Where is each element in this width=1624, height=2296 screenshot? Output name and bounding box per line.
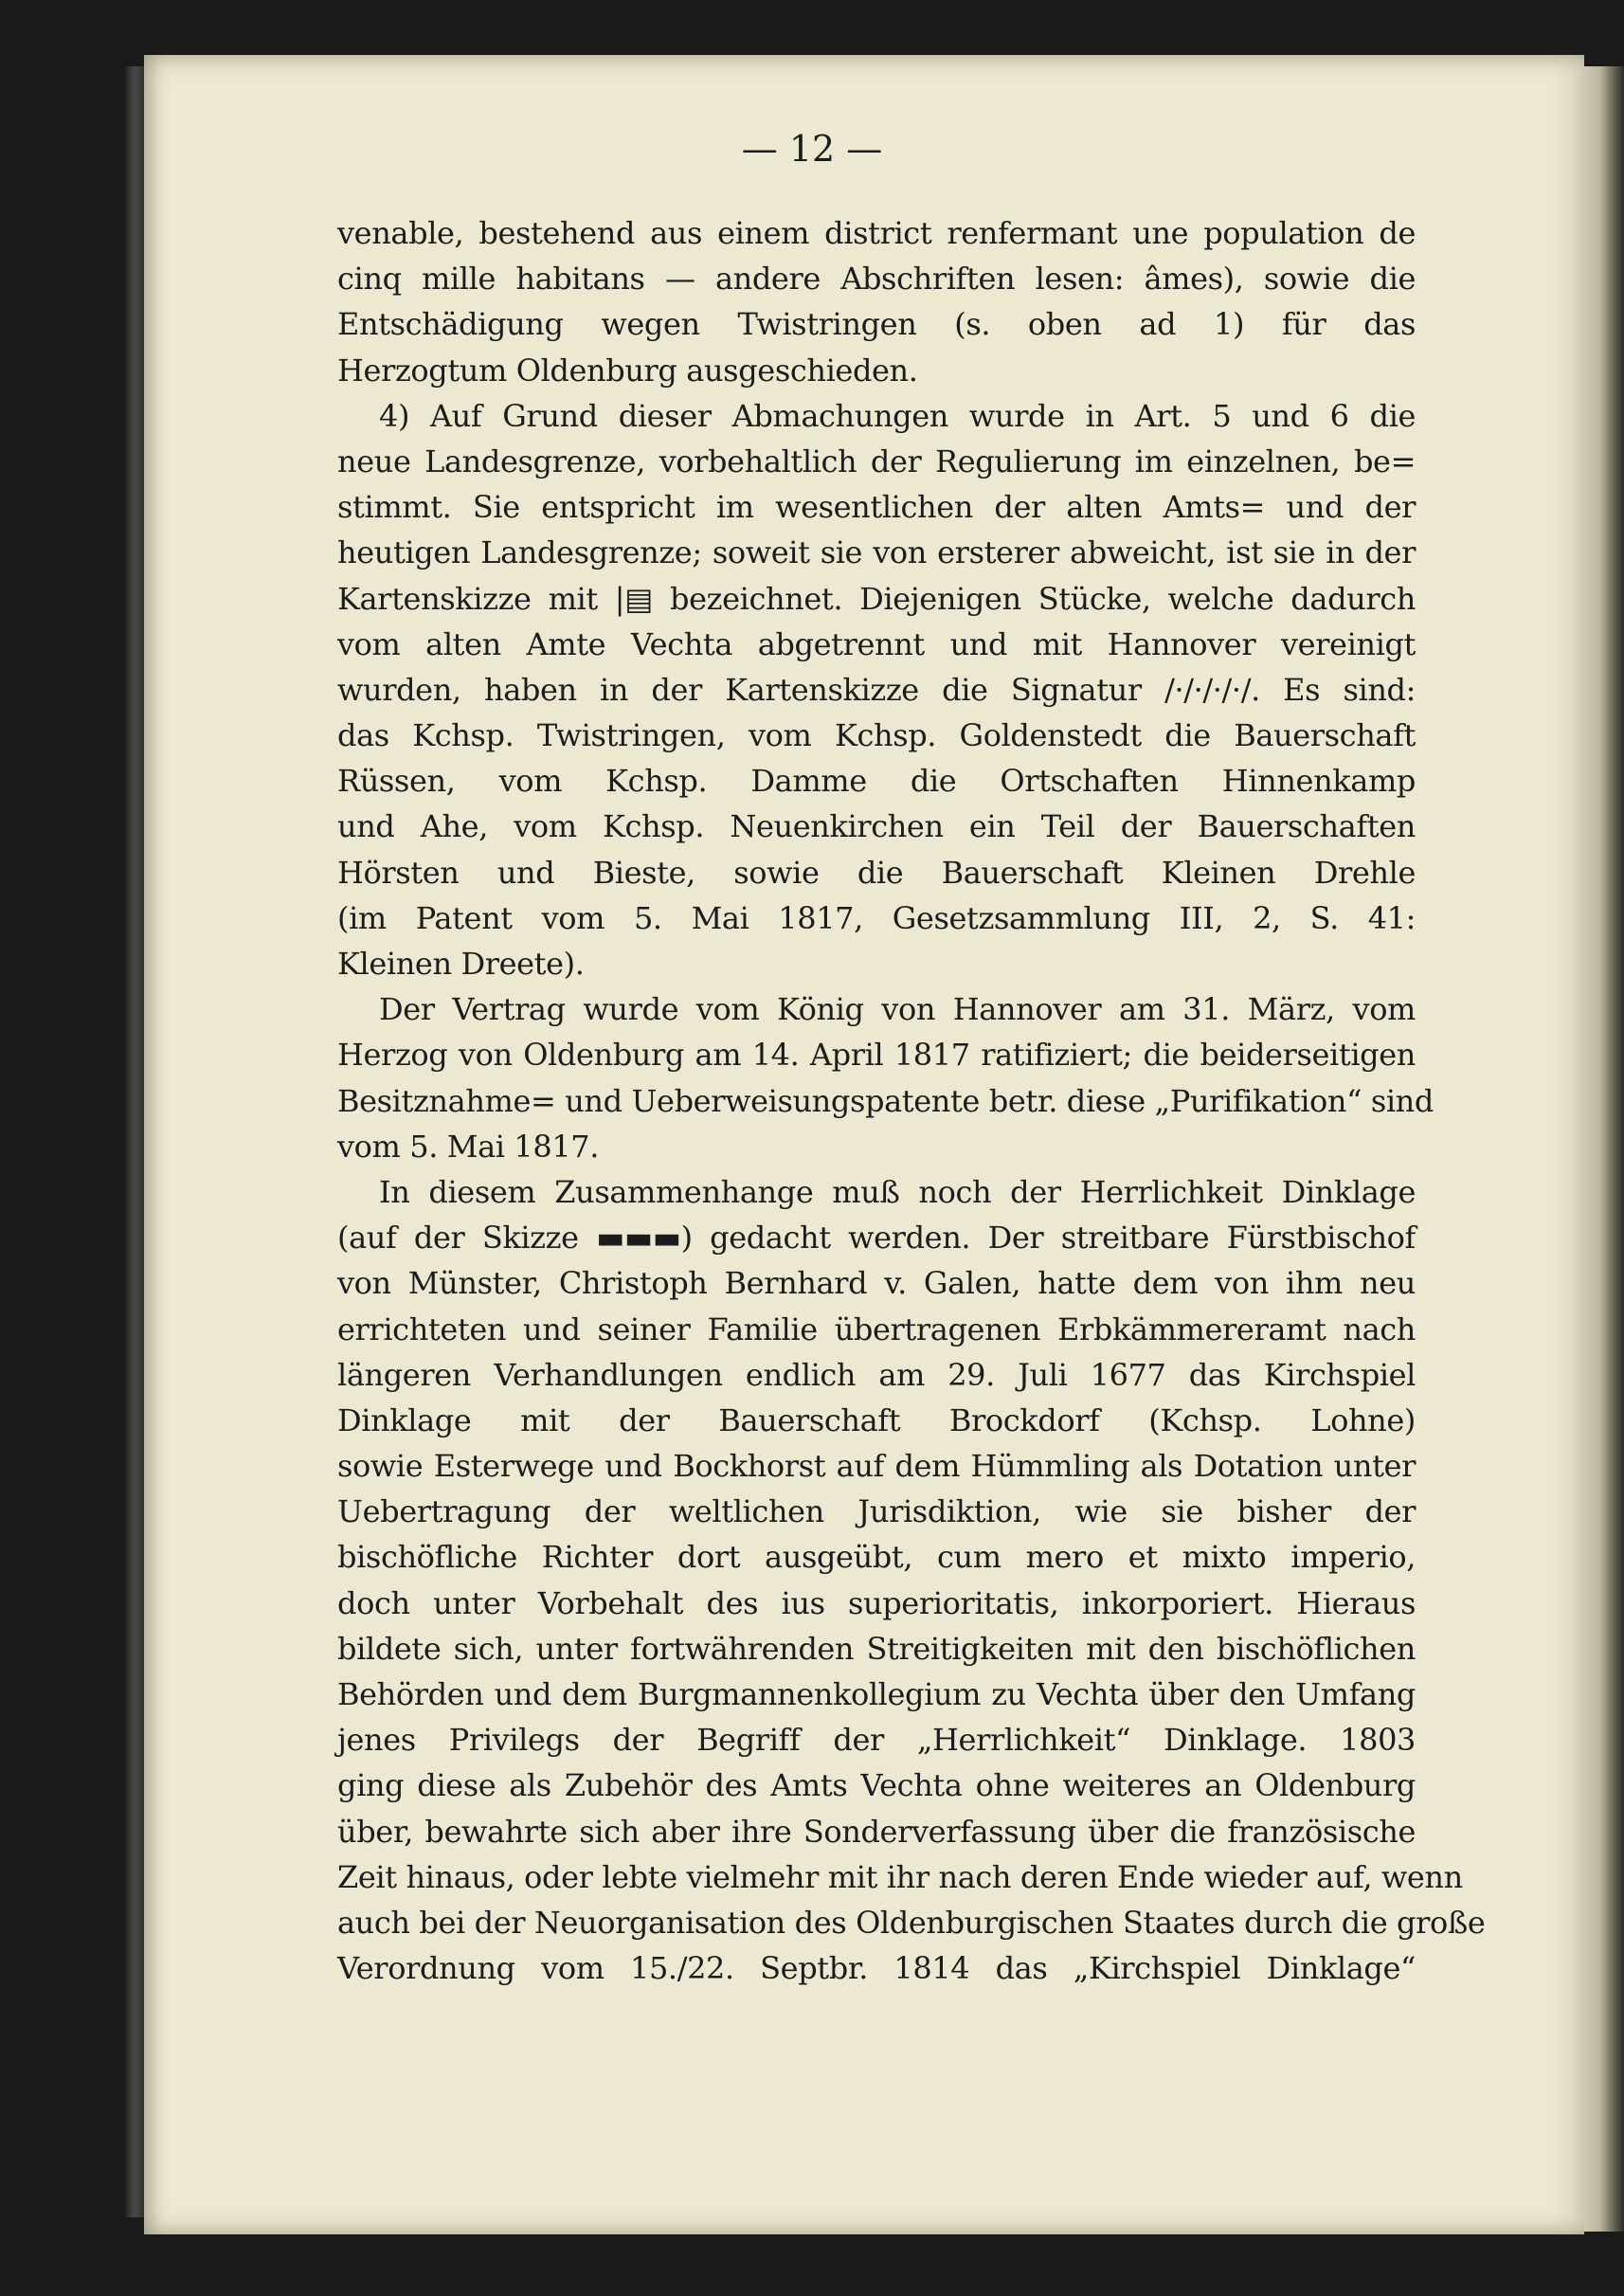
text-line: das Kchsp. Twistringen, vom Kchsp. Goldenstedt die Bauerschaft	[337, 717, 1416, 754]
text-line: und Ahe, vom Kchsp. Neuenkirchen ein Teil der Bauerschaften	[337, 808, 1416, 845]
text-line: Dinklage mit der Bauerschaft Brockdorf (Kchsp. Lohne)	[337, 1401, 1416, 1438]
text-line: Besitznahme= und Ueberweisungspatente betr. diese „Purifikation“ sind	[337, 1082, 1434, 1119]
text-line: Kartenskizze mit |▤ bezeichnet. Diejenigen Stücke, welche dadurch	[337, 580, 1416, 617]
text-line: Herzog von Oldenburg am 14. April 1817 ratifiziert; die beiderseitigen	[337, 1037, 1416, 1074]
text-line: vom alten Amte Vechta abgetrennt und mit Hannover vereinigt	[337, 625, 1416, 662]
text-line: Kleinen Dreete).	[337, 946, 585, 982]
text-line: Behörden und dem Burgmannenkollegium zu Vechta über den Umfang	[337, 1676, 1416, 1712]
text-line: über, bewahrte sich aber ihre Sonderverfassung über die französische	[337, 1813, 1416, 1850]
facing-page-edge	[1584, 66, 1624, 2232]
text-line: Verordnung vom 15./22. Septbr. 1814 das „Kirchspiel Dinklage“	[337, 1950, 1416, 1987]
text-line: (im Patent vom 5. Mai 1817, Gesetzsammlung III, 2, S. 41:	[337, 899, 1416, 936]
text-line: von Münster, Christoph Bernhard v. Galen, hatte dem von ihm neu	[337, 1265, 1416, 1302]
body-text	[337, 210, 1486, 1991]
text-line: 4) Auf Grund dieser Abmachungen wurde in Art. 5 und 6 die	[379, 397, 1416, 434]
text-line: Rüssen, vom Kchsp. Damme die Ortschaften Hinnenkamp	[337, 763, 1416, 800]
text-line: (auf der Skizze ▬▬▬) gedacht werden. Der streitbare Fürstbischof	[337, 1220, 1416, 1256]
text-line: bischöfliche Richter dort ausgeübt, cum mero et mixto imperio,	[337, 1539, 1416, 1576]
text-line: Hörsten und Bieste, sowie die Bauerschaft Kleinen Drehle	[337, 854, 1416, 891]
text-line: venable, bestehend aus einem district renfermant une population de	[337, 215, 1416, 251]
text-line: Zeit hinaus, oder lebte vielmehr mit ihr nach deren Ende wieder auf, wenn	[337, 1858, 1463, 1895]
text-line: auch bei der Neuorganisation des Oldenburgischen Staates durch die große	[337, 1904, 1486, 1941]
page-number: — 12 —	[741, 128, 883, 170]
text-line: ging diese als Zubehör des Amts Vechta ohne weiteres an Oldenburg	[337, 1767, 1416, 1804]
text-line: heutigen Landesgrenze; soweit sie von ersterer abweicht, ist sie in der	[337, 534, 1416, 571]
text-line: doch unter Vorbehalt des ius superioritatis, inkorporiert. Hieraus	[337, 1584, 1416, 1621]
text-line: jenes Privilegs der Begriff der „Herrlichkeit“ Dinklage. 1803	[337, 1722, 1416, 1759]
text-line: Der Vertrag wurde vom König von Hannover am 31. März, vom	[379, 991, 1416, 1028]
text-line: neue Landesgrenze, vorbehaltlich der Regulierung im einzelnen, be=	[337, 443, 1416, 479]
text-line: Uebertragung der weltlichen Jurisdiktion, wie sie bisher der	[337, 1493, 1416, 1530]
text-line: errichteten und seiner Familie übertragenen Erbkämmereramt nach	[337, 1311, 1416, 1347]
text-line: bildete sich, unter fortwährenden Streitigkeiten mit den bischöflichen	[337, 1630, 1416, 1667]
text-line: stimmt. Sie entspricht im wesentlichen der alten Amts= und der	[337, 489, 1416, 526]
text-line: sowie Esterwege und Bockhorst auf dem Hümmling als Dotation unter	[337, 1448, 1416, 1485]
text-line: wurden, haben in der Kartenskizze die Signatur /·/·/·/·/. Es sind:	[337, 671, 1416, 708]
text-line: cinq mille habitans — andere Abschriften lesen: âmes), sowie die	[337, 261, 1416, 298]
text-line: Herzogtum Oldenburg ausgeschieden.	[337, 352, 918, 389]
text-line: In diesem Zusammenhange muß noch der Herrlichkeit Dinklage	[379, 1173, 1416, 1210]
text-line: längeren Verhandlungen endlich am 29. Juli 1677 das Kirchspiel	[337, 1356, 1416, 1393]
text-line: vom 5. Mai 1817.	[337, 1128, 600, 1165]
book-spine	[125, 66, 146, 2217]
text-line: Entschädigung wegen Twistringen (s. oben ad 1) für das	[337, 306, 1416, 343]
